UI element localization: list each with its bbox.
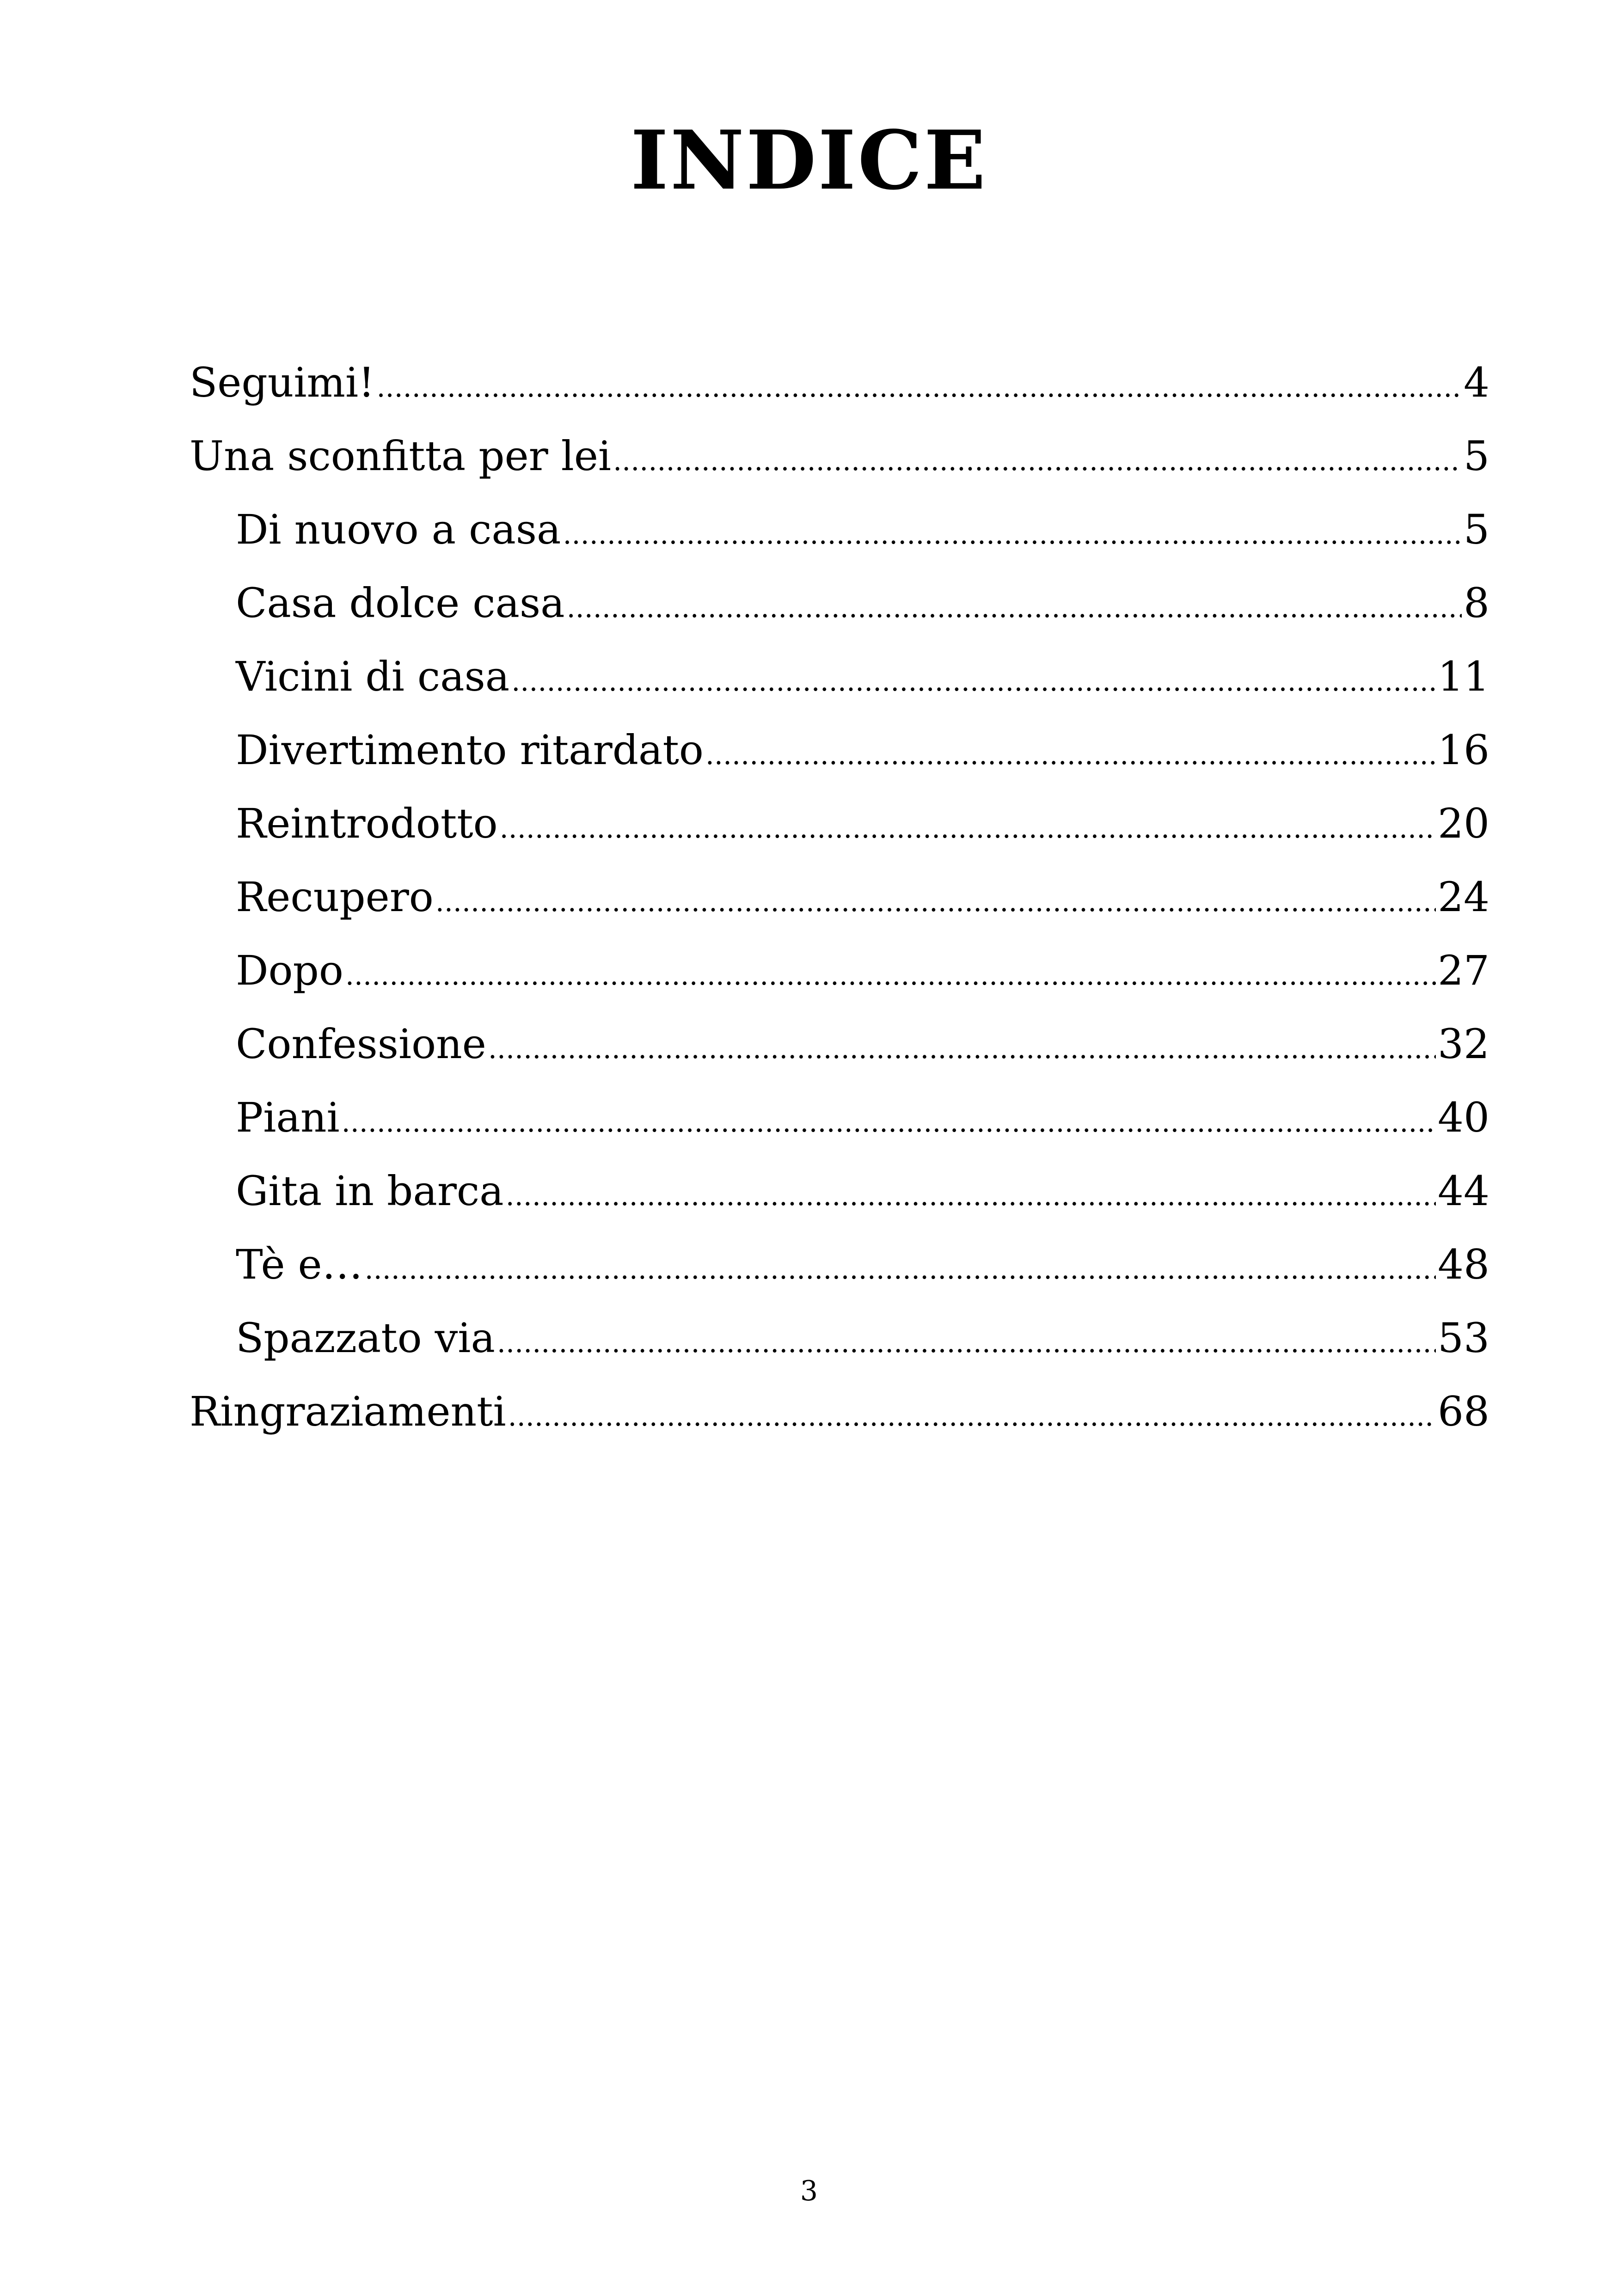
toc-dot-leader	[488, 1012, 1436, 1081]
toc-entry-label: Divertimento ritardato	[236, 726, 704, 774]
toc-entry-casa-dolce-casa[interactable]	[190, 566, 1489, 640]
toc-entry-page: 11	[1438, 653, 1489, 700]
toc-entry-page: 48	[1438, 1241, 1489, 1288]
toc-dot-leader	[567, 571, 1462, 640]
toc-entry-seguimi[interactable]	[190, 346, 1489, 419]
toc-entry-label: Recupero	[236, 873, 434, 921]
toc-dot-leader	[376, 351, 1462, 419]
toc-entry-vicini-di-casa[interactable]	[190, 640, 1489, 713]
toc-entry-gita-in-barca[interactable]	[190, 1154, 1489, 1228]
toc-dot-leader	[365, 1233, 1436, 1301]
toc-entry-page: 24	[1438, 873, 1489, 921]
toc-dot-leader	[511, 645, 1436, 713]
table-of-contents	[190, 346, 1489, 1448]
toc-entry-te-e[interactable]	[190, 1228, 1489, 1301]
toc-entry-page: 8	[1464, 579, 1489, 627]
toc-entry-page: 44	[1438, 1167, 1489, 1215]
toc-dot-leader	[435, 865, 1436, 934]
toc-entry-una-sconfitta-per-lei[interactable]	[190, 419, 1489, 493]
toc-entry-divertimento-ritardato[interactable]	[190, 713, 1489, 787]
toc-entry-label: Spazzato via	[236, 1314, 495, 1362]
toc-dot-leader	[500, 792, 1436, 860]
page-number: 3	[800, 2175, 818, 2207]
toc-entry-di-nuovo-a-casa[interactable]	[190, 493, 1489, 566]
toc-entry-page: 32	[1438, 1020, 1489, 1068]
toc-entry-reintrodotto[interactable]	[190, 787, 1489, 860]
toc-entry-label: Dopo	[236, 947, 343, 994]
toc-entry-recupero[interactable]	[190, 860, 1489, 934]
toc-entry-page: 20	[1438, 800, 1489, 847]
toc-dot-leader	[506, 1159, 1436, 1228]
toc-entry-label: Tè e…	[236, 1241, 363, 1288]
toc-entry-label: Gita in barca	[236, 1167, 504, 1215]
toc-entry-page: 5	[1464, 506, 1489, 553]
toc-entry-label: Di nuovo a casa	[236, 506, 561, 553]
toc-entry-page: 53	[1438, 1314, 1489, 1362]
toc-dot-leader	[705, 718, 1436, 787]
toc-dot-leader	[508, 1380, 1436, 1448]
toc-entry-page: 27	[1438, 947, 1489, 994]
toc-entry-label: Una sconfitta per lei	[190, 432, 612, 480]
toc-entry-label: Piani	[236, 1094, 340, 1141]
toc-entry-label: Casa dolce casa	[236, 579, 565, 627]
toc-dot-leader	[345, 939, 1436, 1007]
toc-entry-dopo[interactable]	[190, 934, 1489, 1007]
toc-entry-piani[interactable]	[190, 1081, 1489, 1154]
toc-entry-label: Confessione	[236, 1020, 486, 1068]
page-title: INDICE	[630, 113, 988, 208]
toc-dot-leader	[563, 498, 1462, 566]
toc-dot-leader	[342, 1086, 1436, 1154]
toc-entry-label: Vicini di casa	[236, 653, 510, 700]
toc-entry-label: Ringraziamenti	[190, 1388, 506, 1435]
toc-entry-page: 4	[1464, 359, 1489, 406]
toc-entry-page: 68	[1438, 1388, 1489, 1435]
toc-entry-label: Seguimi!	[190, 359, 375, 406]
toc-dot-leader	[613, 424, 1462, 493]
toc-entry-ringraziamenti[interactable]	[190, 1375, 1489, 1448]
toc-dot-leader	[497, 1306, 1436, 1375]
toc-entry-page: 5	[1464, 432, 1489, 480]
toc-entry-spazzato-via[interactable]	[190, 1301, 1489, 1375]
toc-entry-page: 40	[1438, 1094, 1489, 1141]
toc-entry-label: Reintrodotto	[236, 800, 498, 847]
toc-entry-page: 16	[1438, 726, 1489, 774]
toc-entry-confessione[interactable]	[190, 1007, 1489, 1081]
